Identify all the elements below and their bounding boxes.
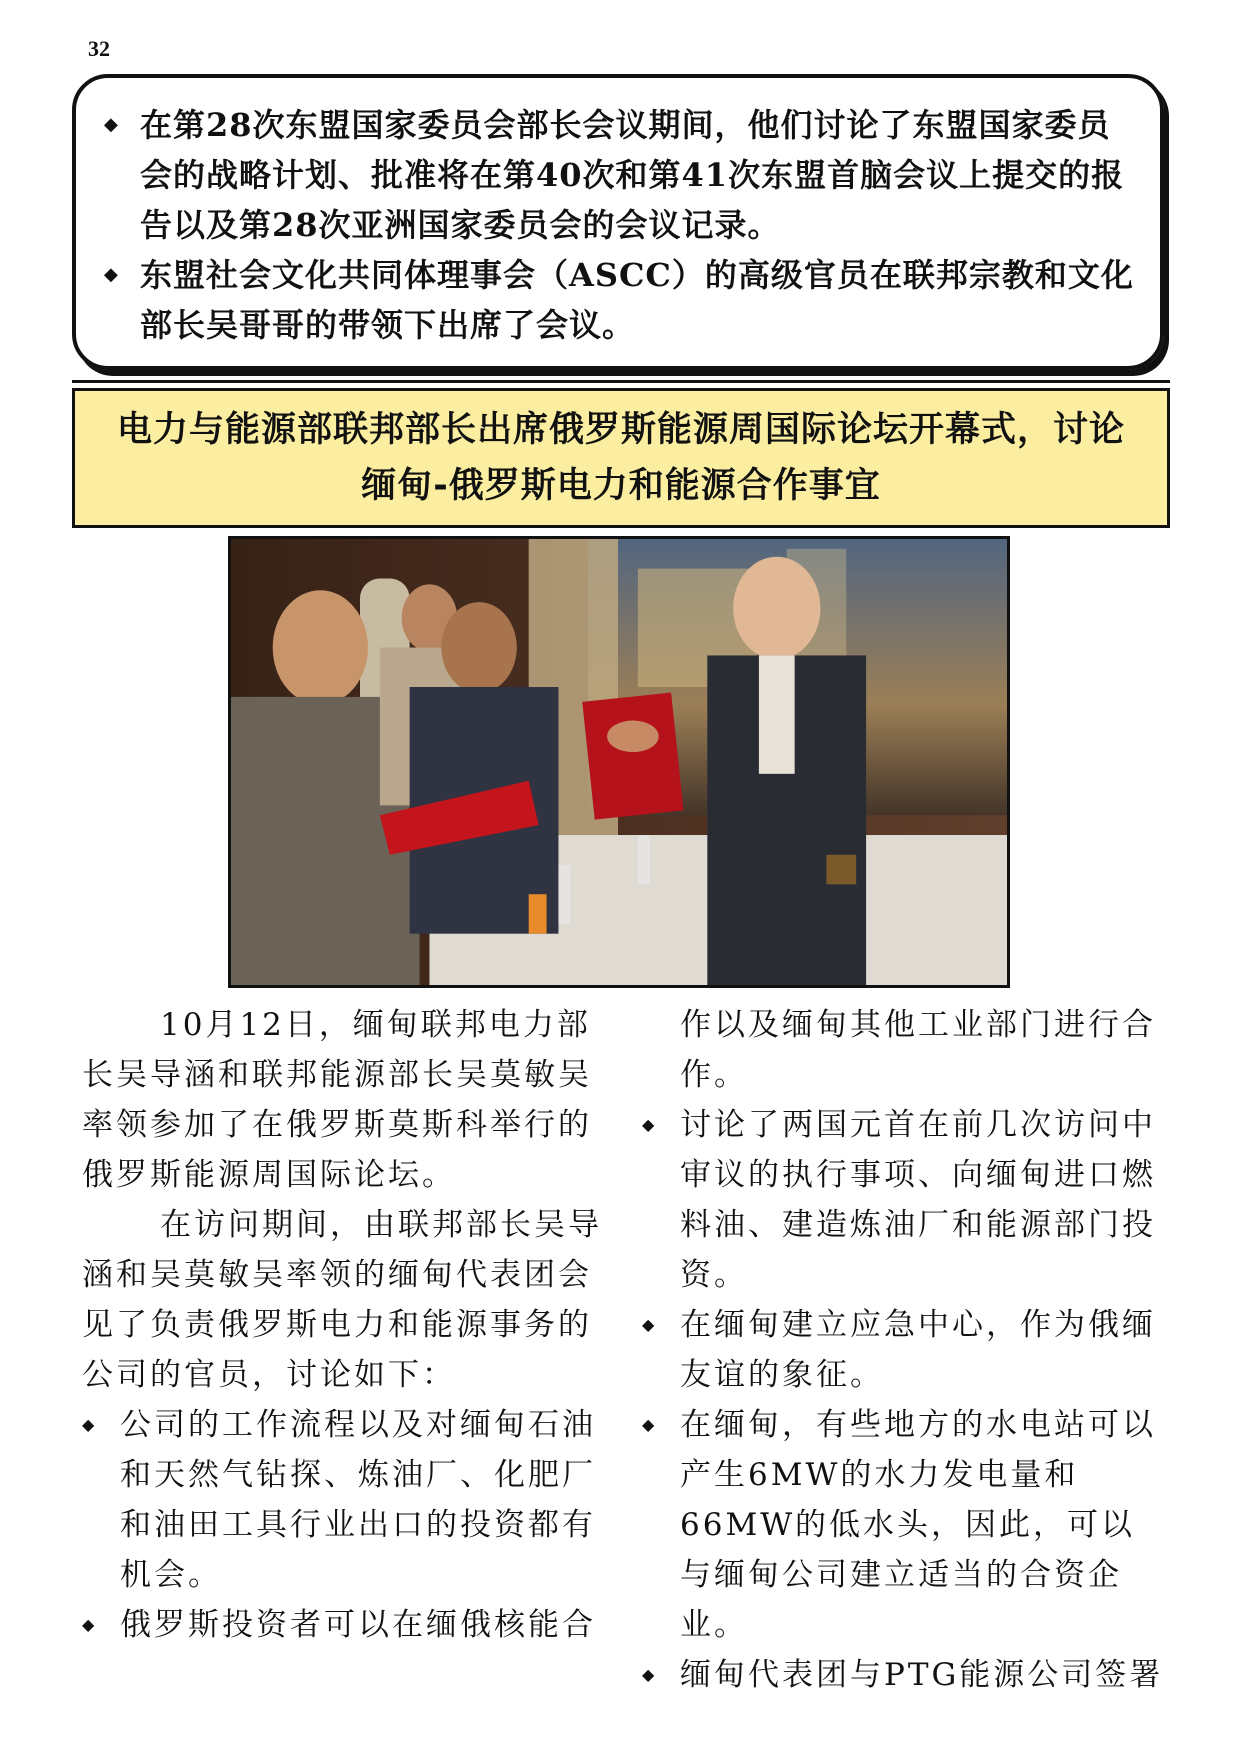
list-item	[82, 1400, 602, 1600]
list-item-text: 缅甸代表团与PTG能源公司签署	[680, 1657, 1164, 1693]
list-item	[642, 1100, 1164, 1300]
left-column	[82, 1000, 602, 1650]
summary-item-text: 在第28次东盟国家委员会部长会议期间，他们讨论了东盟国家委员会的战略计划、批准将在第40次和第41次东盟首脑会议上提交的报告以及第28次亚洲国家委员会的会议记录。	[140, 106, 1125, 244]
headline-box	[72, 388, 1170, 528]
diamond-bullet-icon: ◆	[642, 1315, 658, 1334]
diamond-bullet-icon: ◆	[642, 1415, 658, 1434]
summary-item	[96, 100, 1136, 250]
list-item-text: 俄罗斯投资者可以在缅俄核能合	[120, 1607, 596, 1643]
headline-line-1: 电力与能源部联邦部长出席俄罗斯能源周国际论坛开幕式，讨论	[116, 410, 1125, 450]
list-item-text: 讨论了两国元首在前几次访问中审议的执行事项、向缅甸进口燃料油、建造炼油厂和能源部门投资。	[680, 1107, 1156, 1293]
diamond-bullet-icon: ◆	[104, 114, 119, 135]
discussion-list-right	[642, 1100, 1164, 1700]
paragraph-meeting: 在访问期间，由联邦部长吴导涵和吴莫敏吴率领的缅甸代表团会见了负责俄罗斯电力和能源事务的公司的官员，讨论如下：	[82, 1207, 602, 1393]
list-item-text: 在缅甸建立应急中心，作为俄缅友谊的象征。	[680, 1307, 1156, 1393]
summary-item-text: 东盟社会文化共同体理事会（ASCC）的高级官员在联邦宗教和文化部长吴哥哥的带领下出席了会议。	[140, 256, 1134, 344]
article-photo	[228, 536, 1010, 988]
handshake-photo-illustration	[231, 539, 1007, 985]
summary-item	[96, 250, 1136, 350]
list-item	[82, 1600, 602, 1650]
diamond-bullet-icon: ◆	[82, 1615, 98, 1634]
right-column	[642, 1000, 1164, 1700]
summary-list	[76, 78, 1160, 350]
list-item	[642, 1400, 1164, 1650]
headline-line-2: 缅甸-俄罗斯电力和能源合作事宜	[361, 466, 881, 506]
continued-text: 作以及缅甸其他工业部门进行合作。	[680, 1007, 1156, 1093]
diamond-bullet-icon: ◆	[104, 264, 119, 285]
diamond-bullet-icon: ◆	[642, 1115, 658, 1134]
list-item	[642, 1300, 1164, 1400]
list-item-text: 在缅甸，有些地方的水电站可以产生6MW的水力发电量和66MW的低水头，因此，可以与缅甸公司建立适当的合资企业。	[680, 1407, 1156, 1643]
diamond-bullet-icon: ◆	[82, 1415, 98, 1434]
list-item-text: 公司的工作流程以及对缅甸石油和天然气钻探、炼油厂、化肥厂和油田工具行业出口的投资都有机会。	[120, 1407, 596, 1593]
list-item	[642, 1650, 1164, 1700]
diamond-bullet-icon: ◆	[642, 1665, 658, 1684]
summary-box	[72, 74, 1164, 370]
article-headline	[97, 402, 1145, 514]
paragraph-intro: 10月12日，缅甸联邦电力部长吴导涵和联邦能源部长吴莫敏吴率领参加了在俄罗斯莫斯科举行的俄罗斯能源周国际论坛。	[82, 1007, 592, 1193]
page-number: 32	[88, 36, 110, 61]
discussion-list-left	[82, 1400, 602, 1650]
